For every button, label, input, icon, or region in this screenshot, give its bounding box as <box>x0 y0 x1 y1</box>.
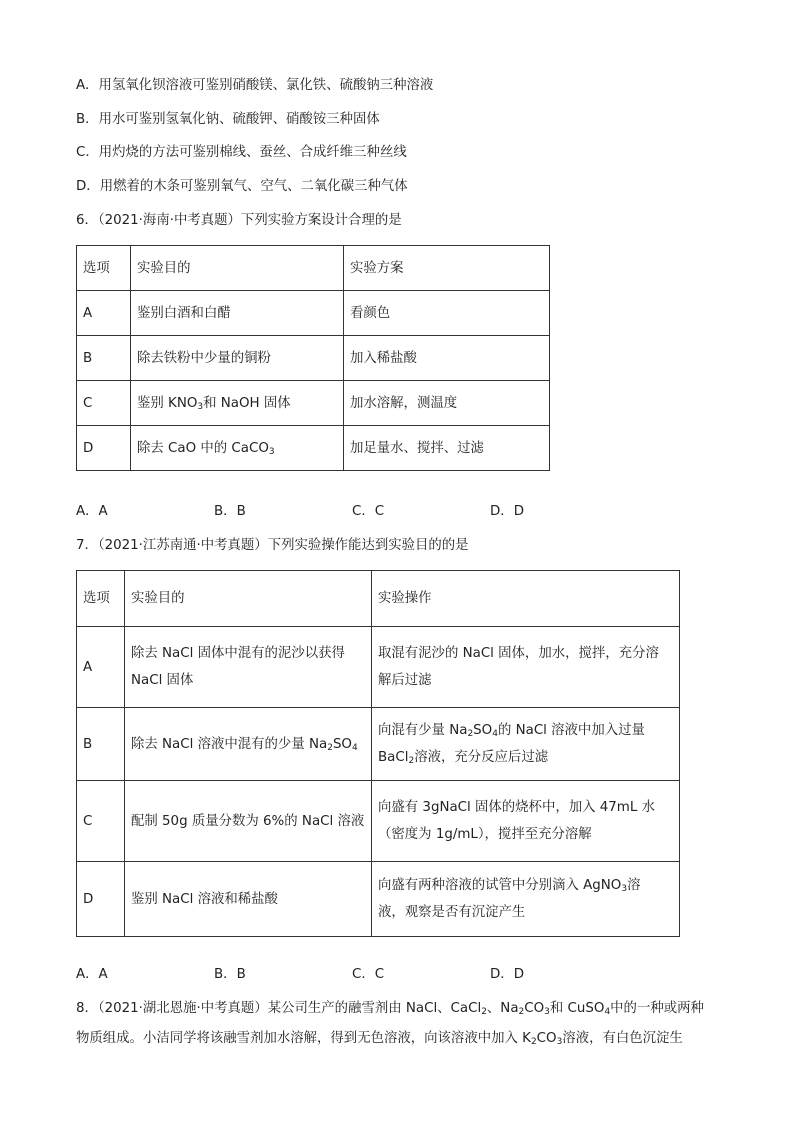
goal-text: 除去 NaCl 溶液中混有的少量 Na <box>131 736 328 752</box>
operation-text: 溶液，充分反应后过滤 <box>414 750 549 765</box>
operation-cell <box>372 781 680 862</box>
option-cell: B <box>77 708 125 781</box>
option-cell: C <box>77 381 131 426</box>
goal-line: 除去 NaCl 固体中混有的泥沙以获得 <box>131 646 345 661</box>
q8-text: 物质组成。小洁同学将该融雪剂加水溶解，得到无色溶液，向该溶液中加入 K <box>76 1031 531 1046</box>
plan-cell: 加水溶解，测温度 <box>344 381 550 426</box>
operation-cell <box>372 627 680 708</box>
subscript: 4 <box>604 1007 611 1017</box>
subscript: 3 <box>268 446 275 457</box>
q8-text: CO <box>536 1031 557 1046</box>
answer-option-b: B．B <box>214 504 246 519</box>
q8-text: 溶液，有白色沉淀生 <box>562 1031 683 1046</box>
subscript: 2 <box>327 742 333 753</box>
subscript: 4 <box>351 742 358 753</box>
q8-text: 、Na <box>486 1001 519 1016</box>
table-row <box>77 291 550 336</box>
answer-option-a: A．A <box>76 504 108 519</box>
goal-cell: 鉴别 NaCl 溶液和稀盐酸 <box>125 862 372 937</box>
q5-option-d: D．用燃着的木条可鉴别氧气、空气、二氧化碳三种气体 <box>76 179 408 194</box>
q6-answer-options <box>76 502 636 522</box>
q8-text: 和 CuSO <box>549 1001 605 1016</box>
operation-text: SO <box>473 723 493 738</box>
q7-stem: 7．（2021·江苏南通·中考真题）下列实验操作能达到实验目的的是 <box>76 538 469 553</box>
goal-text: SO <box>332 736 352 752</box>
operation-line <box>378 717 673 744</box>
table-header-row <box>77 246 550 291</box>
answer-option-b: B．B <box>214 967 246 982</box>
q8-stem-line-1 <box>76 999 704 1019</box>
subscript: 3 <box>544 1007 550 1017</box>
goal-cell <box>131 426 344 471</box>
option-cell: C <box>77 781 125 862</box>
q7-answer-options <box>76 965 636 985</box>
goal-cell: 除去铁粉中少量的铜粉 <box>131 336 344 381</box>
header-cell: 选项 <box>77 571 125 627</box>
answer-option-c: C．C <box>352 504 385 519</box>
operation-text: 溶 <box>627 878 641 893</box>
operation-line <box>378 744 673 771</box>
answer-option-d: D．D <box>490 967 525 982</box>
goal-text: 除去 CaO 中的 CaCO <box>137 440 269 456</box>
operation-line: 取混有泥沙的 NaCl 固体，加水，搅拌，充分溶 <box>378 646 659 661</box>
table-row <box>77 336 550 381</box>
goal-cell: 鉴别白酒和白醋 <box>131 291 344 336</box>
answer-option-a: A．A <box>76 967 108 982</box>
header-cell: 实验目的 <box>131 246 344 291</box>
q8-stem-line-2 <box>76 1029 683 1049</box>
subscript: 2 <box>530 1037 537 1047</box>
subscript: 3 <box>197 401 204 412</box>
goal-text: 和 NaOH 固体 <box>203 395 291 411</box>
operation-cell <box>372 862 680 937</box>
operation-cell <box>372 708 680 781</box>
table-row <box>77 862 680 937</box>
table-row <box>77 426 550 471</box>
table-header-row <box>77 571 680 627</box>
q8-text: CO <box>524 1001 545 1016</box>
q5-option-b: B．用水可鉴别氢氧化钠、硫酸钾、硝酸铵三种固体 <box>76 112 380 127</box>
header-cell: 选项 <box>77 246 131 291</box>
subscript: 2 <box>408 756 415 766</box>
q5-option-c: C．用灼烧的方法可鉴别棉线、蚕丝、合成纤维三种丝线 <box>76 145 407 160</box>
header-cell: 实验目的 <box>125 571 372 627</box>
operation-text: BaCl <box>378 750 409 765</box>
plan-cell: 看颜色 <box>344 291 550 336</box>
table-row <box>77 781 680 862</box>
subscript: 4 <box>492 729 498 739</box>
option-cell: B <box>77 336 131 381</box>
plan-cell: 加足量水、搅拌、过滤 <box>344 426 550 471</box>
plan-cell: 加入稀盐酸 <box>344 336 550 381</box>
operation-text: 的 NaCl 溶液中加入过量 <box>497 723 645 738</box>
operation-line: （密度为 1g/mL），搅拌至充分溶解 <box>378 827 592 842</box>
q5-option-a: A．用氢氧化钡溶液可鉴别硝酸镁、氯化铁、硫酸钠三种溶液 <box>76 78 434 93</box>
goal-cell <box>125 627 372 708</box>
table-row <box>77 708 680 781</box>
goal-line: NaCl 固体 <box>131 673 194 688</box>
goal-cell <box>131 381 344 426</box>
table-row <box>77 627 680 708</box>
header-cell: 实验操作 <box>372 571 680 627</box>
option-cell: A <box>77 627 125 708</box>
q6-stem: 6．（2021·海南·中考真题）下列实验方案设计合理的是 <box>76 213 402 228</box>
goal-text: 鉴别 KNO <box>137 395 198 411</box>
table-row <box>77 381 550 426</box>
q8-text: 8．（2021·湖北恩施·中考真题）某公司生产的融雪剂由 NaCl、CaCl <box>76 1001 482 1016</box>
q7-table <box>76 570 680 937</box>
goal-cell: 配制 50g 质量分数为 6%的 NaCl 溶液 <box>125 781 372 862</box>
option-cell: D <box>77 862 125 937</box>
operation-text: 向混有少量 Na <box>378 723 468 738</box>
operation-text: 向盛有两种溶液的试管中分别滴入 AgNO <box>378 878 622 893</box>
operation-line: 解后过滤 <box>378 673 432 688</box>
operation-line: 向盛有 3gNaCl 固体的烧杯中，加入 47mL 水 <box>378 800 655 815</box>
subscript: 2 <box>518 1007 525 1017</box>
header-cell: 实验方案 <box>344 246 550 291</box>
option-cell: D <box>77 426 131 471</box>
subscript: 3 <box>621 884 628 894</box>
operation-line <box>378 872 673 899</box>
operation-line: 液，观察是否有沉淀产生 <box>378 905 526 920</box>
goal-cell <box>125 708 372 781</box>
q8-text: 中的一种或两种 <box>610 1001 704 1016</box>
subscript: 3 <box>556 1037 563 1047</box>
answer-option-d: D．D <box>490 504 525 519</box>
answer-option-c: C．C <box>352 967 385 982</box>
option-cell: A <box>77 291 131 336</box>
q6-table <box>76 245 550 471</box>
subscript: 2 <box>467 729 474 739</box>
subscript: 2 <box>481 1007 487 1017</box>
